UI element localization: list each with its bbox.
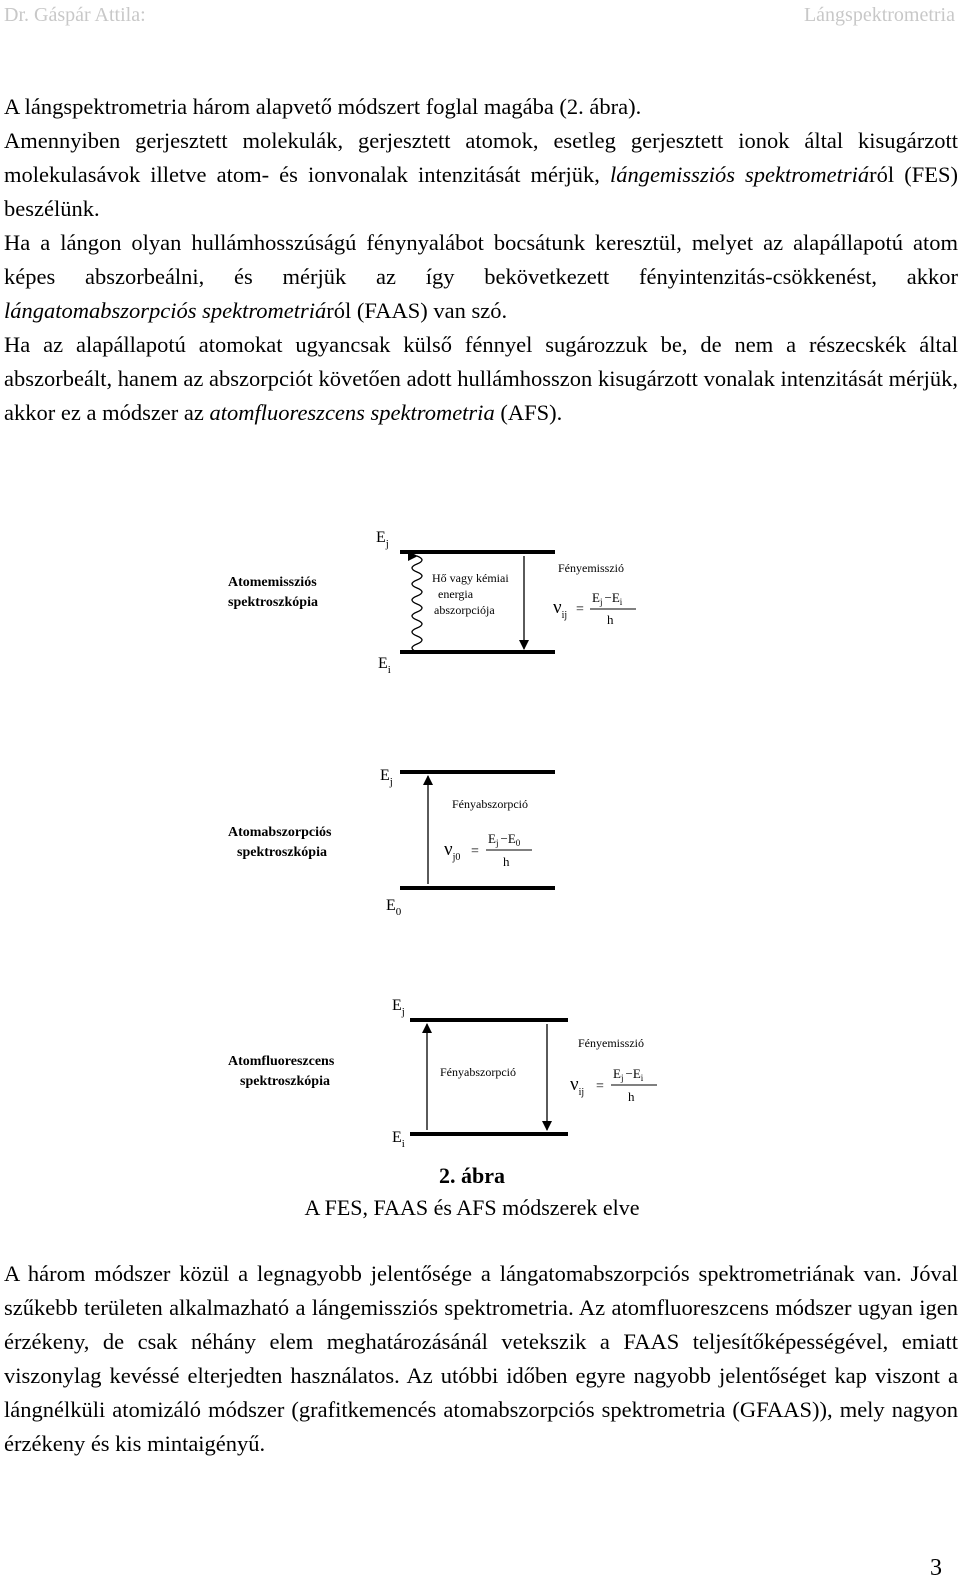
afs-emission-label: Fényemisszió: [578, 1036, 644, 1050]
fes-sentence: Amennyiben gerjesztett molekulák, gerjesztett atomok, esetleg gerjesztett ionok által kisugárzott molekulasávok illetve atom- és ionvonalak intenzitását mérjük,: [4, 128, 958, 187]
figure-number: 2. ábra: [439, 1163, 505, 1188]
energy-level-figure: [0, 512, 960, 1162]
afs-diagram: [228, 997, 657, 1150]
fes-lower-level-label: $E_i$: [378, 655, 391, 676]
afs-lower-level-label: $E_i$: [392, 1129, 405, 1150]
faas-nu: $\nu_{j0}$: [444, 839, 461, 863]
fes-excitation-line1: Hő vagy kémiai: [432, 571, 509, 585]
faas-equation: [444, 831, 532, 869]
fes-denominator: h: [607, 612, 614, 627]
afs-equation: [570, 1066, 657, 1104]
afs-sentence-end: (AFS).: [494, 400, 563, 425]
intro-paragraph: [4, 90, 958, 430]
faas-upper-level-label: $E_j$: [380, 767, 393, 788]
afs-equals: =: [596, 1079, 604, 1094]
afs-denominator: h: [628, 1089, 635, 1104]
faas-denominator: h: [503, 854, 510, 869]
fes-emission-label: Fényemisszió: [558, 561, 624, 575]
fes-excitation-line3: abszorpciója: [434, 603, 495, 617]
faas-title-line2: spektroszkópia: [237, 845, 327, 860]
fes-equals: =: [576, 602, 584, 617]
afs-numerator: $E_j -E_i$: [613, 1066, 644, 1083]
fes-sentence-end: ról (FES) beszélünk.: [4, 162, 958, 221]
fes-term: lángemissziós spektrometriá: [609, 162, 870, 187]
faas-absorption-label: Fényabszorpció: [452, 797, 528, 811]
faas-lower-level-label: $E_0$: [386, 897, 402, 918]
afs-upper-level-label: $E_j$: [392, 997, 405, 1018]
faas-equals: =: [471, 844, 479, 859]
fes-title-line2: spektroszkópia: [228, 595, 318, 610]
fes-upper-level-label: $E_j$: [376, 529, 389, 550]
header-title: Lángspektrometria: [803, 4, 955, 26]
afs-title-line1: Atomfluoreszcens: [228, 1054, 335, 1069]
fes-excitation-line2: energia: [438, 587, 474, 601]
faas-title-line1: Atomabszorpciós: [228, 825, 332, 840]
afs-sentence: Ha az alapállapotú atomokat ugyancsak külső fénnyel sugározzuk be, de nem a részecskék által abszorbeált, hanem az abszorpciót követően adott hullámhosszon kisugárzott vonalak intenzitását mérjük, akkor ez a módszer az: [4, 332, 958, 425]
faas-term: lángatomabszorpciós spektrometriá: [4, 298, 327, 323]
header-author: Dr. Gáspár Attila:: [4, 4, 146, 26]
afs-title-line2: spektroszkópia: [240, 1074, 330, 1089]
fes-numerator: $E_j -E_i$: [592, 590, 623, 607]
fes-excitation-arrow: [412, 556, 422, 652]
summary-paragraph: A három módszer közül a legnagyobb jelentősége a lángatomabszorpciós spektrometriának van. Jóval szűkebb területen alkalmazható a lángemissziós spektrometria. Az atomfluoreszcens módszer ugyan igen érzékeny, de csak néhány elem meghatározásánál vetekszik a FAAS teljesítőképességével, emiatt viszonylag kevéssé elterjedten használatos. Az utóbbi időben egyre nagyobb jelentőséget kap viszont a lángnélküli atomizáló módszer (grafitkemencés atomabszorpciós spektrometria (GFAAS)), mely nagyon érzékeny és kis mintaigényű.: [4, 1261, 958, 1456]
fes-nu: $\nu_{ij}$: [553, 597, 568, 621]
faas-numerator: $E_j -E_0$: [488, 831, 521, 848]
fes-equation: [553, 590, 636, 627]
faas-diagram: [228, 767, 555, 918]
fes-title-line1: Atomemissziós: [228, 575, 317, 590]
faas-sentence: Ha a lángon olyan hullámhosszúságú fénynyalábot bocsátunk keresztül, melyet az alapállapotú atom képes abszorbeálni, és mérjük az így bekövetkezett fényintenzitás-csökkenést, akkor: [4, 230, 958, 289]
afs-term: atomfluoreszcens spektrometria: [209, 400, 495, 425]
faas-sentence-end: ról (FAAS) van szó.: [326, 298, 508, 323]
fes-diagram: [228, 529, 636, 676]
intro-sentence: A lángspektrometria három alapvető módszert foglal magába (2. ábra).: [4, 94, 642, 119]
afs-absorption-label: Fényabszorpció: [440, 1065, 516, 1079]
figure-caption: A FES, FAAS és AFS módszerek elve: [304, 1195, 640, 1220]
page-number: 3: [930, 1555, 942, 1581]
afs-nu: $\nu_{ij}$: [570, 1074, 585, 1098]
